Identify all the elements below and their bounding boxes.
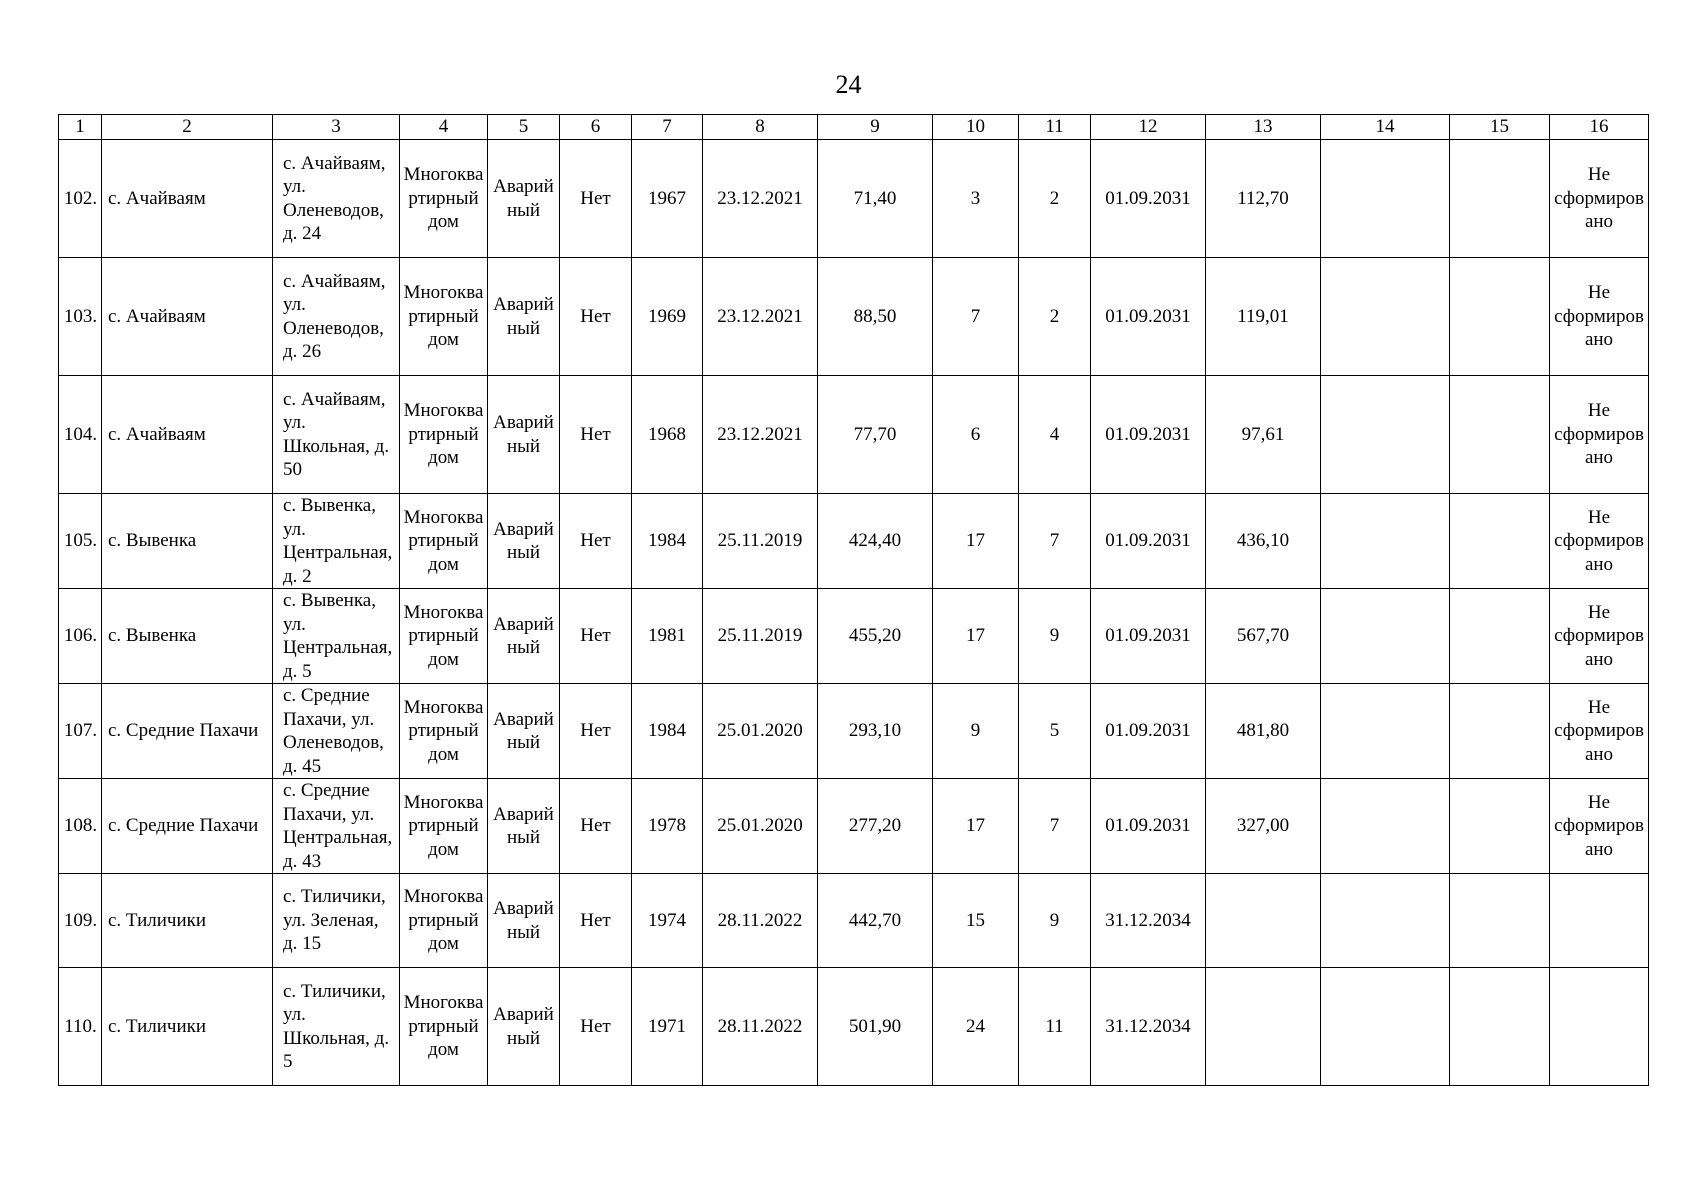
table-row (59, 376, 1649, 494)
cell-status: Не сформировано (1550, 684, 1649, 779)
cell-residents: 3 (933, 140, 1019, 258)
cell-cost: 567,70 (1206, 589, 1321, 684)
cell-included-flag: Нет (560, 684, 632, 779)
cell-col-15 (1450, 376, 1550, 494)
column-header: 9 (818, 115, 933, 140)
cell-condition: Аварийный (488, 258, 560, 376)
column-header: 10 (933, 115, 1019, 140)
cell-building-type: Многоквартирный дом (400, 874, 488, 968)
cell-address: с. Тиличики, ул. Зеленая, д. 15 (273, 874, 400, 968)
cell-apartments: 2 (1019, 140, 1091, 258)
cell-area: 455,20 (818, 589, 933, 684)
cell-building-type: Многоквартирный дом (400, 258, 488, 376)
cell-col-15 (1450, 494, 1550, 589)
cell-recognition-date: 25.01.2020 (703, 779, 818, 874)
column-header: 14 (1321, 115, 1450, 140)
cell-resettlement-date: 01.09.2031 (1091, 684, 1206, 779)
cell-col-14 (1321, 684, 1450, 779)
cell-address: с. Средние Пахачи, ул. Центральная, д. 43 (273, 779, 400, 874)
cell-recognition-date: 23.12.2021 (703, 140, 818, 258)
cell-year-built: 1968 (632, 376, 703, 494)
cell-col-14 (1321, 258, 1450, 376)
cell-col-14 (1321, 779, 1450, 874)
cell-included-flag: Нет (560, 258, 632, 376)
cell-resettlement-date: 31.12.2034 (1091, 874, 1206, 968)
cell-apartments: 7 (1019, 779, 1091, 874)
cell-building-type: Многоквартирный дом (400, 968, 488, 1086)
cell-col-14 (1321, 589, 1450, 684)
column-header: 12 (1091, 115, 1206, 140)
page-number: 24 (835, 70, 862, 99)
cell-settlement: с. Ачайваям (102, 258, 273, 376)
cell-resettlement-date: 01.09.2031 (1091, 376, 1206, 494)
cell-cost: 119,01 (1206, 258, 1321, 376)
cell-status: Не сформировано (1550, 494, 1649, 589)
column-header: 4 (400, 115, 488, 140)
cell-included-flag: Нет (560, 376, 632, 494)
cell-building-type: Многоквартирный дом (400, 589, 488, 684)
cell-cost: 97,61 (1206, 376, 1321, 494)
cell-apartments: 2 (1019, 258, 1091, 376)
cell-col-15 (1450, 589, 1550, 684)
table-row (59, 589, 1649, 684)
table-row (59, 779, 1649, 874)
cell-recognition-date: 25.01.2020 (703, 684, 818, 779)
column-header: 16 (1550, 115, 1649, 140)
table-body (59, 140, 1649, 1086)
cell-col-14 (1321, 494, 1450, 589)
cell-col-15 (1450, 874, 1550, 968)
table-row (59, 494, 1649, 589)
cell-address: с. Ачайваям, ул. Оленеводов, д. 24 (273, 140, 400, 258)
column-header: 11 (1019, 115, 1091, 140)
cell-included-flag: Нет (560, 874, 632, 968)
cell-settlement: с. Тиличики (102, 968, 273, 1086)
cell-address: с. Тиличики, ул. Школьная, д. 5 (273, 968, 400, 1086)
cell-col-15 (1450, 140, 1550, 258)
cell-condition: Аварийный (488, 140, 560, 258)
cell-area: 424,40 (818, 494, 933, 589)
cell-cost (1206, 874, 1321, 968)
cell-row-number: 102. (59, 140, 102, 258)
cell-status (1550, 968, 1649, 1086)
cell-resettlement-date: 31.12.2034 (1091, 968, 1206, 1086)
cell-resettlement-date: 01.09.2031 (1091, 589, 1206, 684)
cell-area: 442,70 (818, 874, 933, 968)
column-header: 1 (59, 115, 102, 140)
cell-residents: 17 (933, 779, 1019, 874)
cell-status: Не сформировано (1550, 140, 1649, 258)
cell-residents: 9 (933, 684, 1019, 779)
table-row (59, 874, 1649, 968)
cell-apartments: 11 (1019, 968, 1091, 1086)
cell-included-flag: Нет (560, 968, 632, 1086)
cell-col-15 (1450, 258, 1550, 376)
table-row (59, 258, 1649, 376)
cell-resettlement-date: 01.09.2031 (1091, 494, 1206, 589)
cell-status (1550, 874, 1649, 968)
cell-residents: 17 (933, 589, 1019, 684)
cell-recognition-date: 23.12.2021 (703, 376, 818, 494)
cell-year-built: 1981 (632, 589, 703, 684)
cell-condition: Аварийный (488, 589, 560, 684)
cell-condition: Аварийный (488, 779, 560, 874)
cell-residents: 15 (933, 874, 1019, 968)
cell-status: Не сформировано (1550, 589, 1649, 684)
cell-building-type: Многоквартирный дом (400, 779, 488, 874)
cell-row-number: 104. (59, 376, 102, 494)
cell-apartments: 7 (1019, 494, 1091, 589)
cell-apartments: 9 (1019, 589, 1091, 684)
cell-included-flag: Нет (560, 140, 632, 258)
cell-col-14 (1321, 140, 1450, 258)
cell-apartments: 5 (1019, 684, 1091, 779)
cell-recognition-date: 25.11.2019 (703, 589, 818, 684)
cell-resettlement-date: 01.09.2031 (1091, 779, 1206, 874)
cell-area: 501,90 (818, 968, 933, 1086)
cell-status: Не сформировано (1550, 258, 1649, 376)
column-header: 8 (703, 115, 818, 140)
cell-area: 88,50 (818, 258, 933, 376)
table-row (59, 140, 1649, 258)
cell-residents: 7 (933, 258, 1019, 376)
housing-table (58, 114, 1649, 1086)
cell-condition: Аварийный (488, 968, 560, 1086)
cell-condition: Аварийный (488, 494, 560, 589)
cell-building-type: Многоквартирный дом (400, 684, 488, 779)
header-row (59, 115, 1649, 140)
column-header: 5 (488, 115, 560, 140)
cell-row-number: 109. (59, 874, 102, 968)
cell-address: с. Вывенка, ул. Центральная, д. 5 (273, 589, 400, 684)
cell-settlement: с. Вывенка (102, 589, 273, 684)
cell-included-flag: Нет (560, 589, 632, 684)
cell-row-number: 108. (59, 779, 102, 874)
cell-address: с. Ачайваям, ул. Оленеводов, д. 26 (273, 258, 400, 376)
cell-apartments: 9 (1019, 874, 1091, 968)
cell-year-built: 1984 (632, 494, 703, 589)
cell-cost: 436,10 (1206, 494, 1321, 589)
cell-year-built: 1967 (632, 140, 703, 258)
column-header: 13 (1206, 115, 1321, 140)
cell-status: Не сформировано (1550, 779, 1649, 874)
cell-row-number: 107. (59, 684, 102, 779)
cell-address: с. Ачайваям, ул. Школьная, д. 50 (273, 376, 400, 494)
cell-recognition-date: 28.11.2022 (703, 874, 818, 968)
column-header: 15 (1450, 115, 1550, 140)
cell-area: 277,20 (818, 779, 933, 874)
column-header: 6 (560, 115, 632, 140)
cell-included-flag: Нет (560, 494, 632, 589)
cell-recognition-date: 28.11.2022 (703, 968, 818, 1086)
cell-year-built: 1971 (632, 968, 703, 1086)
column-header: 7 (632, 115, 703, 140)
cell-resettlement-date: 01.09.2031 (1091, 140, 1206, 258)
cell-row-number: 103. (59, 258, 102, 376)
table-row (59, 968, 1649, 1086)
cell-year-built: 1974 (632, 874, 703, 968)
column-header: 3 (273, 115, 400, 140)
cell-year-built: 1984 (632, 684, 703, 779)
cell-residents: 17 (933, 494, 1019, 589)
cell-settlement: с. Средние Пахачи (102, 684, 273, 779)
cell-apartments: 4 (1019, 376, 1091, 494)
cell-address: с. Средние Пахачи, ул. Оленеводов, д. 45 (273, 684, 400, 779)
cell-condition: Аварийный (488, 874, 560, 968)
cell-cost (1206, 968, 1321, 1086)
cell-col-15 (1450, 779, 1550, 874)
cell-recognition-date: 25.11.2019 (703, 494, 818, 589)
cell-col-14 (1321, 376, 1450, 494)
cell-row-number: 110. (59, 968, 102, 1086)
cell-settlement: с. Ачайваям (102, 376, 273, 494)
cell-status: Не сформировано (1550, 376, 1649, 494)
cell-cost: 481,80 (1206, 684, 1321, 779)
cell-recognition-date: 23.12.2021 (703, 258, 818, 376)
cell-settlement: с. Тиличики (102, 874, 273, 968)
cell-address: с. Вывенка, ул. Центральная, д. 2 (273, 494, 400, 589)
cell-area: 71,40 (818, 140, 933, 258)
cell-included-flag: Нет (560, 779, 632, 874)
column-header: 2 (102, 115, 273, 140)
cell-year-built: 1969 (632, 258, 703, 376)
cell-row-number: 105. (59, 494, 102, 589)
cell-settlement: с. Средние Пахачи (102, 779, 273, 874)
cell-cost: 112,70 (1206, 140, 1321, 258)
cell-condition: Аварийный (488, 684, 560, 779)
cell-settlement: с. Вывенка (102, 494, 273, 589)
cell-building-type: Многоквартирный дом (400, 494, 488, 589)
cell-row-number: 106. (59, 589, 102, 684)
cell-area: 77,70 (818, 376, 933, 494)
table-row (59, 684, 1649, 779)
cell-col-14 (1321, 874, 1450, 968)
cell-resettlement-date: 01.09.2031 (1091, 258, 1206, 376)
cell-area: 293,10 (818, 684, 933, 779)
cell-col-15 (1450, 684, 1550, 779)
cell-residents: 6 (933, 376, 1019, 494)
cell-col-15 (1450, 968, 1550, 1086)
cell-settlement: с. Ачайваям (102, 140, 273, 258)
cell-building-type: Многоквартирный дом (400, 140, 488, 258)
cell-residents: 24 (933, 968, 1019, 1086)
cell-year-built: 1978 (632, 779, 703, 874)
cell-building-type: Многоквартирный дом (400, 376, 488, 494)
cell-cost: 327,00 (1206, 779, 1321, 874)
cell-col-14 (1321, 968, 1450, 1086)
cell-condition: Аварийный (488, 376, 560, 494)
